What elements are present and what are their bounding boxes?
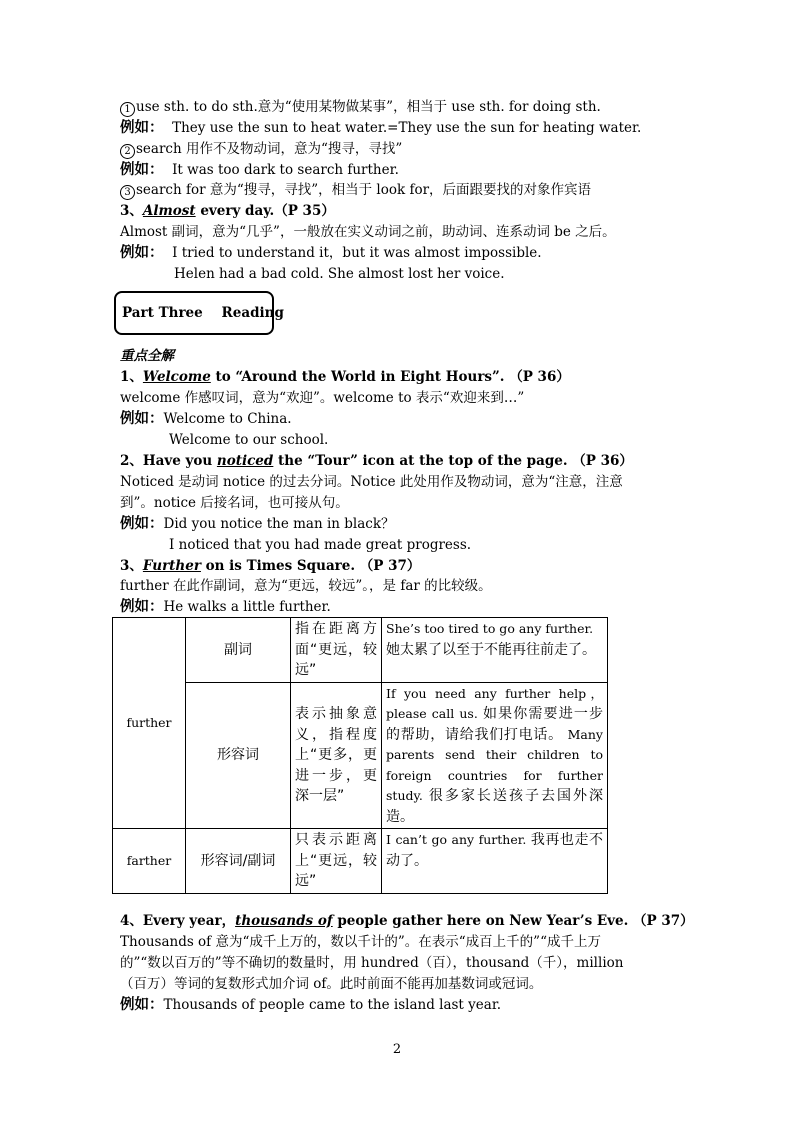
part-of-speech: 副词	[186, 618, 291, 683]
example-label: 例如：	[120, 516, 164, 532]
part-three-box: Part Three Reading	[114, 291, 274, 335]
example-line	[120, 995, 501, 1015]
example-en: Many parents send their children to foreign countries for further study.	[386, 726, 603, 803]
heading-suffix: the “Tour” icon at the top of the page. （P 36）	[273, 453, 633, 469]
examples	[382, 829, 608, 894]
example-text: I noticed that you had made great progress.	[169, 537, 472, 553]
heading-thousands-of	[120, 911, 694, 931]
example-text: Helen had a bad cold. She almost lost her voice.	[174, 266, 505, 282]
keyword: Almost	[142, 203, 196, 219]
further-farther-table	[112, 617, 608, 894]
example-line	[120, 514, 395, 534]
example-text: They use the sun to heat water.=They use the sun for heating water.	[172, 120, 642, 136]
description-noticed: Noticed 是动词 notice 的过去分词。Notice 此处用作及物动词，意为“注意，注意	[120, 474, 623, 490]
example-en: If you need any further help，please call us.	[386, 685, 603, 721]
heading-suffix: to “Around the World in Eight Hours”. （P 36）	[210, 369, 570, 385]
example-cn: 她太累了以至于不能再往前走了。	[386, 641, 596, 658]
example-cn: 我再也走不动了。	[386, 832, 604, 869]
keyword: thousands of	[235, 913, 333, 929]
description-thousands: Thousands of 意为“成千上万的，数以千计的”。在表示“成百上千的”“成千上万	[120, 934, 601, 950]
example-text: Welcome to China.	[163, 411, 292, 427]
description-thousands-cont: （百万）等词的复数形式加介词 of。此时前面不能再加基数词或冠词。	[120, 976, 543, 992]
table-row	[113, 829, 608, 894]
table-row	[113, 618, 608, 683]
example-line	[120, 409, 292, 429]
section-label: 重点全解	[120, 348, 174, 364]
example-label: 例如：	[120, 245, 164, 261]
example-cn: 很多家长送孩子去国外深造。	[386, 788, 604, 825]
examples	[382, 682, 608, 829]
description-thousands-cont: 的”“数以百万的”等不确切的数量时，用 hundred（百），thousand（千），million	[120, 955, 624, 971]
example-text: Welcome to our school.	[169, 432, 329, 448]
line-text: search 用作不及物动词，意为“搜寻，寻找”	[136, 141, 403, 157]
line-search	[120, 139, 402, 159]
heading-prefix: 3、	[120, 203, 143, 219]
example-text: Did you notice the man in black？	[163, 516, 395, 532]
description-welcome: welcome 作感叹词，意为“欢迎”。welcome to 表示“欢迎来到…”	[120, 390, 525, 406]
example-text: It was too dark to search further.	[172, 162, 399, 178]
circled-number: 1	[120, 102, 135, 117]
meaning: 只表示距离上“更远，较远”	[291, 829, 382, 894]
example-label: 例如：	[120, 411, 164, 427]
heading-suffix: on is Times Square. （P 37）	[200, 558, 421, 574]
example-text: He walks a little further.	[163, 599, 331, 615]
heading-suffix: people gather here on New Year’s Eve. （P 37）	[332, 913, 694, 929]
heading-suffix: every day.（P 35）	[195, 203, 335, 219]
example-line	[120, 243, 542, 263]
examples	[382, 618, 608, 683]
line-text: use sth. to do sth.意为“使用某物做某事”，相当于 use sth. for doing sth.	[136, 99, 601, 115]
example-label: 例如：	[120, 599, 164, 615]
example-label: 例如：	[120, 162, 164, 178]
part-of-speech: 形容词	[186, 682, 291, 829]
meaning: 表示抽象意义，指程度上“更多，更进一步，更深一层”	[291, 682, 382, 829]
meaning: 指在距离方面“更远，较远”	[291, 618, 382, 683]
heading-prefix: 2、Have you	[120, 453, 217, 469]
word-further: further	[113, 618, 186, 829]
example-line	[120, 597, 331, 617]
description-further: further 在此作副词，意为“更远，较远”。，是 far 的比较级。	[120, 578, 492, 594]
example-line	[120, 160, 399, 180]
keyword: Further	[142, 558, 201, 574]
example-en: She’s too tired to go any further.	[386, 621, 594, 636]
circled-number: 3	[120, 185, 135, 200]
line-search-for	[120, 180, 591, 200]
heading-prefix: 3、	[120, 558, 143, 574]
example-label: 例如：	[120, 997, 164, 1013]
circled-number: 2	[120, 144, 135, 159]
heading-almost	[120, 201, 335, 221]
description-almost: Almost 副词，意为“几乎”，一般放在实义动词之前，助动词、连系动词 be 之后。	[120, 224, 616, 240]
example-cn: 如果你需要进一步的帮助，请给我们打电话。	[386, 706, 603, 743]
heading-prefix: 1、	[120, 369, 143, 385]
word-farther: farther	[113, 829, 186, 894]
example-label: 例如：	[120, 120, 164, 136]
heading-noticed	[120, 451, 633, 471]
description-noticed-cont: 到”。notice 后接名词，也可接从句。	[120, 495, 349, 511]
example-en: I can’t go any further.	[386, 832, 527, 847]
heading-further	[120, 556, 420, 576]
keyword: noticed	[216, 453, 274, 469]
example-text: I tried to understand it，but it was almost impossible.	[172, 245, 542, 261]
part-of-speech: 形容词/副词	[186, 829, 291, 894]
heading-welcome	[120, 367, 570, 387]
example-text: Thousands of people came to the island last year.	[163, 997, 502, 1013]
heading-prefix: 4、Every year，	[120, 913, 236, 929]
line-use-sth	[120, 97, 601, 117]
example-line	[120, 118, 641, 138]
table-row	[113, 682, 608, 829]
page-number: 2	[392, 1042, 402, 1057]
line-text: search for 意为“搜寻，寻找”，相当于 look for，后面跟要找的对象作宾语	[136, 182, 592, 198]
keyword: Welcome	[142, 369, 211, 385]
